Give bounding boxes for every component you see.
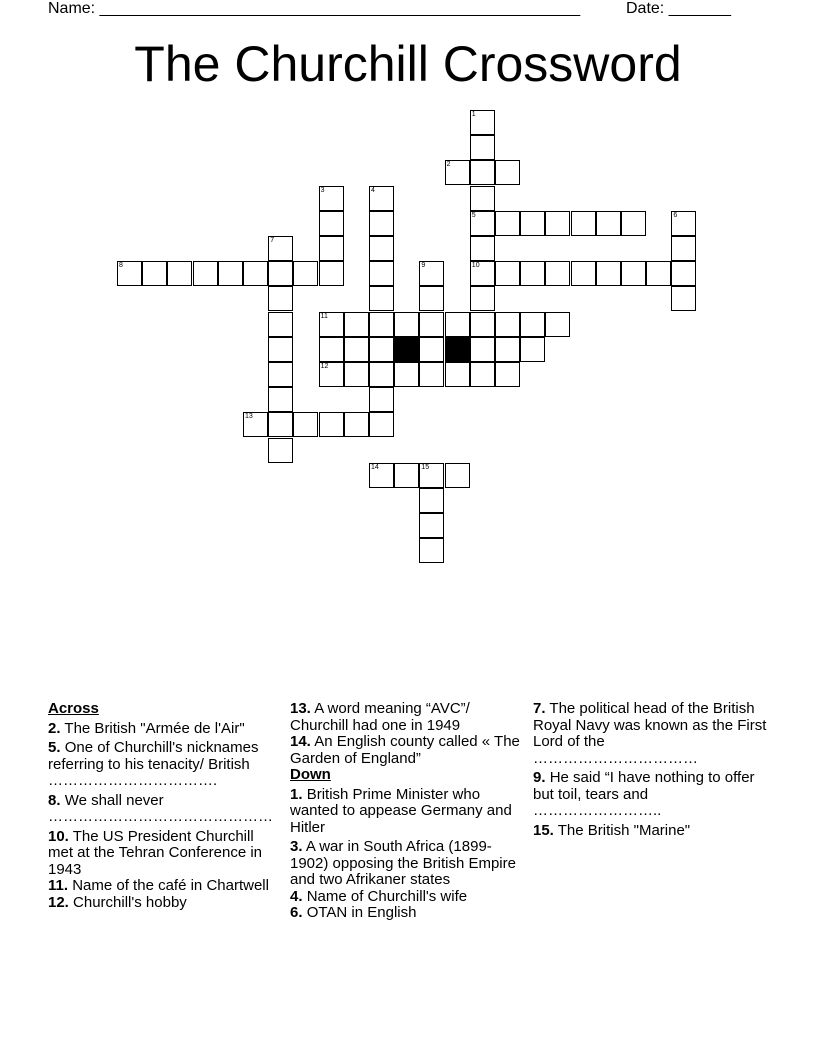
crossword-cell[interactable] xyxy=(369,211,394,236)
crossword-cell[interactable] xyxy=(319,412,344,437)
crossword-cell[interactable] xyxy=(470,160,495,185)
cell-number: 12 xyxy=(320,363,329,370)
crossword-cell[interactable] xyxy=(445,312,470,337)
cell-number: 1 xyxy=(471,111,476,118)
crossword-cell[interactable] xyxy=(268,438,293,463)
crossword-cell[interactable] xyxy=(268,362,293,387)
crossword-cell[interactable] xyxy=(520,211,545,236)
crossword-cell[interactable] xyxy=(596,211,621,236)
crossword-cell[interactable] xyxy=(268,337,293,362)
clue-number: 15. xyxy=(533,821,554,839)
clue-text: Name of Churchill's wife xyxy=(306,887,468,905)
crossword-cell[interactable] xyxy=(671,211,696,236)
clue-number: 10. xyxy=(48,827,69,845)
crossword-cell[interactable] xyxy=(419,362,444,387)
crossword-cell[interactable] xyxy=(344,362,369,387)
crossword-cell[interactable] xyxy=(117,261,142,286)
date-field[interactable]: Date: _______ xyxy=(626,0,731,17)
crossword-cell[interactable] xyxy=(419,337,444,362)
crossword-cell[interactable] xyxy=(369,362,394,387)
crossword-cell[interactable] xyxy=(319,312,344,337)
clue-number: 14. xyxy=(290,733,311,750)
crossword-cell[interactable] xyxy=(470,211,495,236)
crossword-cell[interactable] xyxy=(369,286,394,311)
crossword-cell[interactable] xyxy=(167,261,192,286)
clue-number: 5. xyxy=(48,739,61,756)
crossword-cell[interactable] xyxy=(545,312,570,337)
crossword-cell[interactable] xyxy=(419,261,444,286)
crossword-cell[interactable] xyxy=(369,463,394,488)
down-heading: Down xyxy=(290,766,331,783)
clue-down-9 xyxy=(533,770,773,820)
crossword-cell[interactable] xyxy=(621,211,646,236)
crossword-cell[interactable] xyxy=(671,236,696,261)
clue-text: The British "Marine" xyxy=(557,821,691,839)
clue-number: 9. xyxy=(533,769,546,786)
clues-column-1 xyxy=(48,701,280,911)
crossword-cell[interactable] xyxy=(293,261,318,286)
crossword-cell[interactable] xyxy=(193,261,218,286)
clue-text: We shall never ……………………………………… xyxy=(48,791,273,825)
crossword-cell[interactable] xyxy=(394,362,419,387)
crossword-cell[interactable] xyxy=(319,186,344,211)
cell-number: 9 xyxy=(421,262,426,270)
clue-number: 12. xyxy=(48,893,69,911)
clue-text: A war in South Africa (1899-1902) opposing the British Empire and two Afrikaner states xyxy=(290,838,516,888)
crossword-cell[interactable] xyxy=(319,236,344,261)
clue-text: An English county called « The Garden of England” xyxy=(290,733,520,767)
clue-text: British Prime Minister who wanted to appease Germany and Hitler xyxy=(290,785,512,836)
clue-text: Churchill's hobby xyxy=(73,893,187,911)
crossword-cell[interactable] xyxy=(369,412,394,437)
cell-number: 3 xyxy=(320,186,325,194)
crossword-cell[interactable] xyxy=(495,312,520,337)
crossword-cell[interactable] xyxy=(268,236,293,261)
crossword-cell[interactable] xyxy=(470,312,495,337)
crossword-cell[interactable] xyxy=(445,160,470,185)
crossword-cell[interactable] xyxy=(268,286,293,311)
clue-down-15 xyxy=(533,823,773,840)
crossword-cell[interactable] xyxy=(268,261,293,286)
cell-number: 15 xyxy=(421,463,430,471)
cell-number: 5 xyxy=(471,211,476,219)
crossword-cell[interactable] xyxy=(470,286,495,311)
crossword-cell[interactable] xyxy=(545,261,570,286)
clue-across-12 xyxy=(48,895,280,912)
clue-down-1 xyxy=(290,787,522,837)
crossword-cell[interactable] xyxy=(218,261,243,286)
clue-down-6 xyxy=(290,905,522,922)
clue-across-10 xyxy=(48,829,280,879)
crossword-cell[interactable] xyxy=(470,337,495,362)
clue-across-14 xyxy=(290,734,522,767)
crossword-cell[interactable] xyxy=(470,186,495,211)
crossword-cell[interactable] xyxy=(319,211,344,236)
crossword-cell[interactable] xyxy=(520,312,545,337)
clue-text: The political head of the British Royal Navy was known as the First Lord of the …………………………… xyxy=(533,700,767,767)
crossword-cell[interactable] xyxy=(470,110,495,135)
cell-number: 6 xyxy=(673,211,678,219)
crossword-cell[interactable] xyxy=(495,160,520,185)
crossword-cell[interactable] xyxy=(470,362,495,387)
clue-number: 8. xyxy=(48,791,61,809)
clue-text: OTAN in English xyxy=(306,904,417,921)
crossword-cell[interactable] xyxy=(369,236,394,261)
clue-number: 6. xyxy=(290,904,303,921)
cell-number: 7 xyxy=(270,237,275,244)
clue-down-4 xyxy=(290,889,522,906)
crossword-cell[interactable] xyxy=(319,261,344,286)
cell-number: 8 xyxy=(119,262,123,270)
black-square xyxy=(445,337,470,362)
crossword-cell[interactable] xyxy=(419,463,444,488)
clue-across-11 xyxy=(48,878,280,895)
cell-number: 10 xyxy=(471,262,480,270)
crossword-cell[interactable] xyxy=(671,286,696,311)
cell-number: 11 xyxy=(320,312,328,320)
clue-down-7 xyxy=(533,701,773,767)
clue-text: The US President Churchill met at the Tehran Conference in 1943 xyxy=(48,827,263,878)
black-square xyxy=(394,337,419,362)
crossword-cell[interactable] xyxy=(571,261,596,286)
crossword-cell[interactable] xyxy=(142,261,167,286)
crossword-cell[interactable] xyxy=(344,337,369,362)
clue-down-3 xyxy=(290,839,522,889)
crossword-cell[interactable] xyxy=(571,211,596,236)
crossword-cell[interactable] xyxy=(268,312,293,337)
crossword-cell[interactable] xyxy=(495,362,520,387)
crossword-cell[interactable] xyxy=(419,286,444,311)
crossword-cell[interactable] xyxy=(268,387,293,412)
clue-text: The British "Armée de l'Air" xyxy=(64,719,245,737)
cell-number: 14 xyxy=(371,463,379,471)
page-title: The Churchill Crossword xyxy=(134,36,682,92)
crossword-cell[interactable] xyxy=(419,488,444,513)
crossword-cell[interactable] xyxy=(268,412,293,437)
crossword-cell[interactable] xyxy=(319,337,344,362)
crossword-cell[interactable] xyxy=(419,513,444,538)
cell-number: 13 xyxy=(245,413,253,421)
crossword-cell[interactable] xyxy=(243,261,268,286)
crossword-cell[interactable] xyxy=(470,135,495,160)
crossword-cell[interactable] xyxy=(394,312,419,337)
crossword-cell[interactable] xyxy=(596,261,621,286)
crossword-cell[interactable] xyxy=(495,261,520,286)
crossword-cell[interactable] xyxy=(419,538,444,563)
across-heading: Across xyxy=(48,700,99,717)
clue-number: 1. xyxy=(290,785,303,803)
name-field[interactable]: Name: ______________________________________________________ xyxy=(48,0,581,17)
crossword-cell[interactable] xyxy=(369,186,394,211)
clue-across-5 xyxy=(48,740,280,790)
crossword-cell[interactable] xyxy=(671,261,696,286)
crossword-cell[interactable] xyxy=(621,261,646,286)
crossword-cell[interactable] xyxy=(520,261,545,286)
clue-across-8 xyxy=(48,793,280,826)
crossword-cell[interactable] xyxy=(445,362,470,387)
clue-text: One of Churchill's nicknames referring to his tenacity/ British ……………………………. xyxy=(48,739,259,789)
clue-text: He said “I have nothing to offer but toil, tears and …………………….. xyxy=(533,769,755,819)
crossword-cell[interactable] xyxy=(369,312,394,337)
crossword-cell[interactable] xyxy=(445,463,470,488)
crossword-cell[interactable] xyxy=(495,337,520,362)
clue-number: 4. xyxy=(290,887,303,905)
crossword-cell[interactable] xyxy=(319,362,344,387)
crossword-cell[interactable] xyxy=(470,261,495,286)
crossword-cell[interactable] xyxy=(470,236,495,261)
clue-text: Name of the café in Chartwell xyxy=(72,877,269,894)
crossword-cell[interactable] xyxy=(545,211,570,236)
header xyxy=(48,0,748,20)
clue-number: 11. xyxy=(48,877,69,894)
clue-text: A word meaning “AVC”/ Churchill had one in 1949 xyxy=(290,700,470,734)
crossword-cell[interactable] xyxy=(344,312,369,337)
clue-number: 2. xyxy=(48,719,61,737)
crossword-cell[interactable] xyxy=(394,463,419,488)
crossword-cell[interactable] xyxy=(369,387,394,412)
clue-number: 7. xyxy=(533,700,546,717)
crossword-cell[interactable] xyxy=(646,261,671,286)
cell-number: 2 xyxy=(446,161,451,169)
clue-number: 13. xyxy=(290,700,311,717)
clues-column-2 xyxy=(290,701,522,922)
crossword-cell[interactable] xyxy=(344,412,369,437)
crossword-cell[interactable] xyxy=(369,337,394,362)
clues-column-3 xyxy=(533,701,773,839)
crossword-cell[interactable] xyxy=(520,337,545,362)
crossword-cell[interactable] xyxy=(419,312,444,337)
crossword-cell[interactable] xyxy=(293,412,318,437)
clue-across-13 xyxy=(290,701,522,734)
crossword-cell[interactable] xyxy=(495,211,520,236)
clue-number: 3. xyxy=(290,838,303,855)
cell-number: 4 xyxy=(371,186,375,194)
crossword-cell[interactable] xyxy=(243,412,268,437)
clue-across-2 xyxy=(48,721,280,738)
crossword-cell[interactable] xyxy=(369,261,394,286)
